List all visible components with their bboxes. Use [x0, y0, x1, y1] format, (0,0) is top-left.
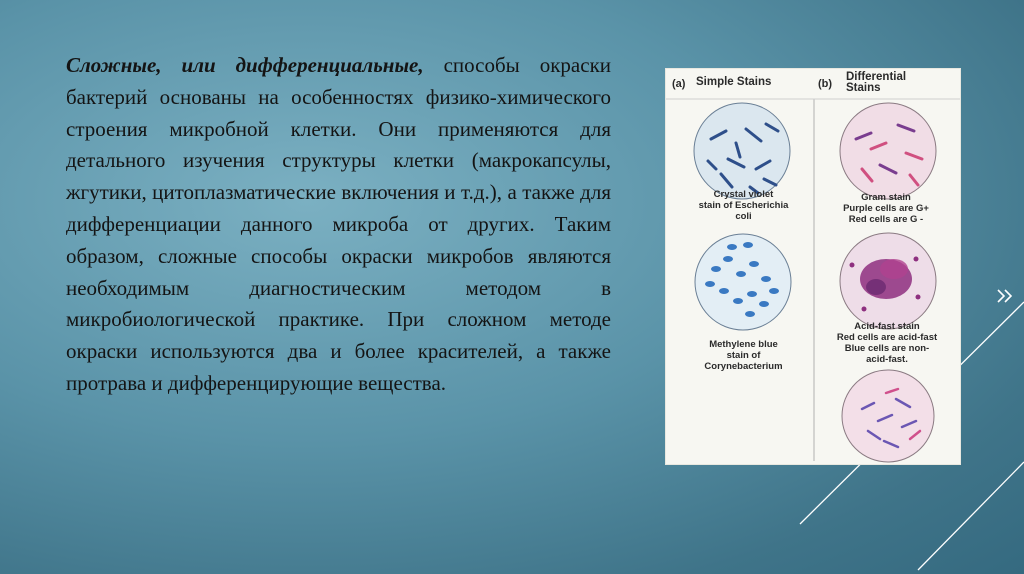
caption-crystal-violet [676, 189, 811, 222]
caption-gram-stain [816, 192, 956, 225]
panel-b-letter: (b) [818, 78, 833, 90]
panel-a-letter: (a) [672, 78, 686, 90]
caption-line: Gram stain [861, 192, 911, 203]
micrograph-crystal-violet [694, 103, 790, 199]
caption-line: Corynebacterium [704, 361, 783, 372]
caption-line: Red cells are G - [848, 214, 924, 225]
panel-a-title: Simple Stains [696, 76, 772, 88]
caption-line: acid-fast. [866, 354, 908, 365]
stains-illustration [666, 69, 960, 464]
panel-b-title-line-2: Stains [846, 82, 881, 94]
paragraph-lead: Сложные, или дифференциальные, [66, 53, 424, 77]
caption-line: Acid-fast stain [854, 321, 920, 332]
caption-line: Methylene blue [709, 339, 778, 350]
caption-line: Blue cells are non- [844, 343, 930, 354]
micrograph-acid-fast [840, 233, 936, 329]
body-paragraph [66, 50, 611, 400]
caption-methylene-blue [676, 339, 811, 372]
caption-line: Crystal violet [713, 189, 774, 200]
caption-acid-fast [816, 321, 958, 365]
micrograph-methylene-blue [695, 234, 791, 330]
caption-line: stain of [726, 350, 761, 361]
micrograph-gram-stain [840, 103, 936, 199]
caption-line: coli [735, 211, 752, 222]
stains-figure [665, 68, 961, 465]
micrograph-acid-fast-2 [842, 370, 934, 462]
caption-line: stain of Escherichia [698, 200, 789, 211]
caption-line: Purple cells are G+ [843, 203, 929, 214]
panel-b-title [846, 72, 906, 94]
caption-line: Red cells are acid-fast [836, 332, 938, 343]
paragraph-text: способы окраски бактерий основаны на особенностях физико-химического строения микробной клетки. Они применяются для детального изучения структуры клетки (макрокапсулы, жгутики, цитоплазматические включения и т.д.), а также для дифференциации данного микроба от других. Таким образом, сложные способы окраски микробов являются необходимым диагностическим методом в микробиологической практике. При сложном методе окраски используются два и более красителей, а также протрава и дифференцирующие вещества. [66, 53, 612, 395]
chevron-right-icon [1005, 290, 1011, 302]
chevron-right-icon [998, 290, 1004, 302]
panel-b-title-line-1: Differential [846, 71, 907, 83]
